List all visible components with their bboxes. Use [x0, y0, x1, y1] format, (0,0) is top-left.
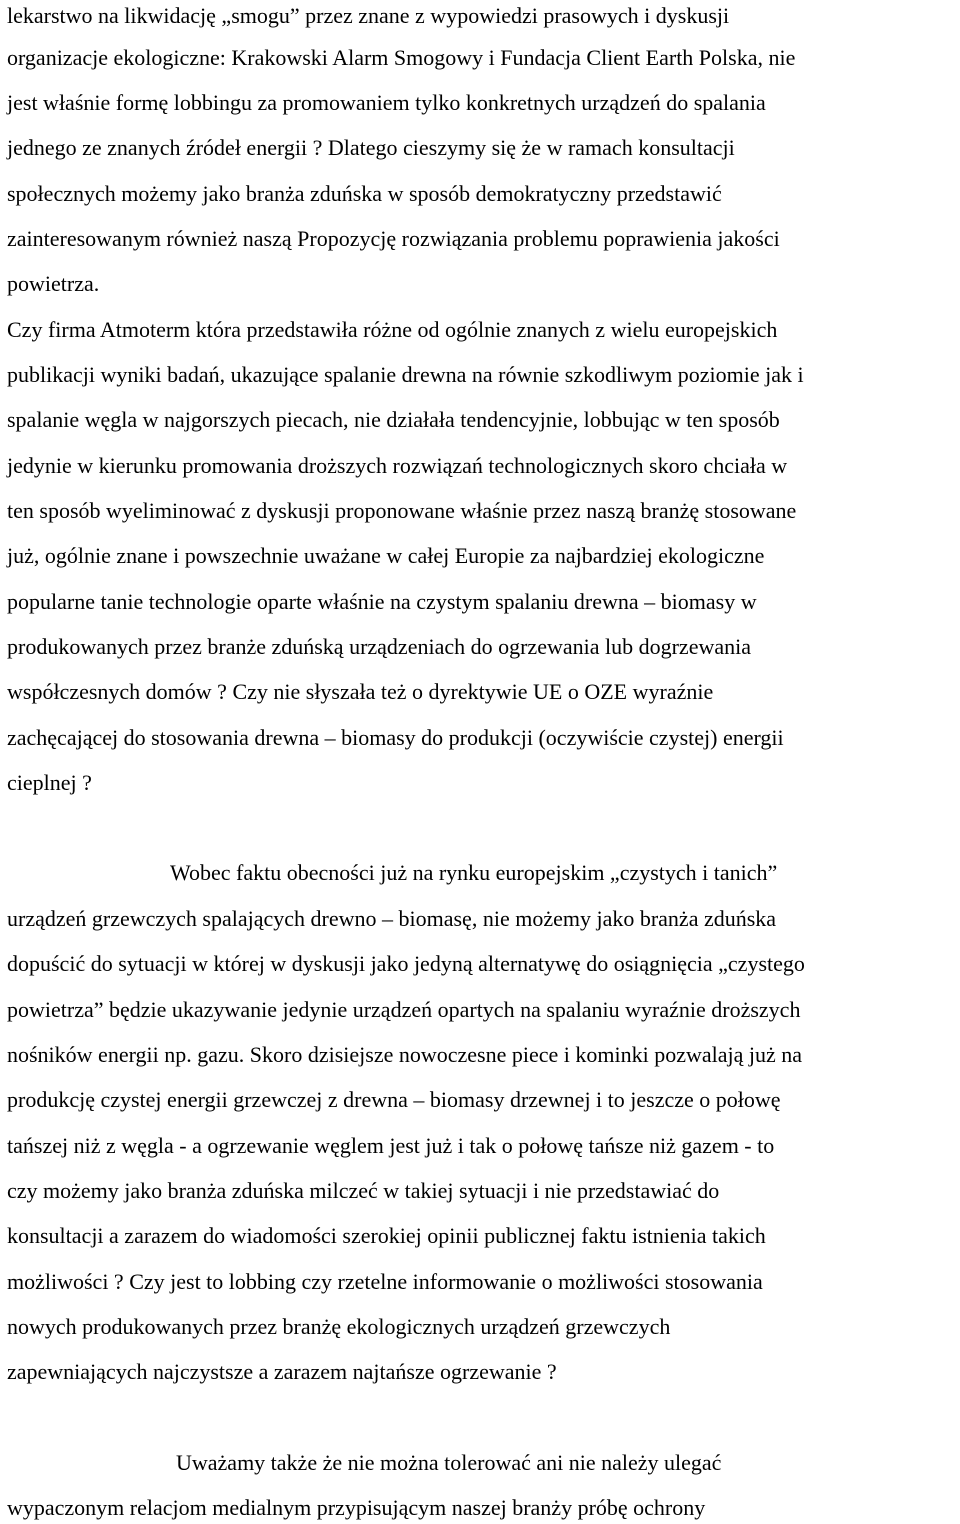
text-line: organizacje ekologiczne: Krakowski Alarm Smogowy i Fundacja Client Earth Polska, nie: [7, 45, 796, 70]
text-line: powietrza” będzie ukazywanie jedynie urządzeń opartych na spalaniu wyraźnie droższych: [7, 997, 801, 1022]
text-line: zainteresowanym również naszą Propozycję rozwiązania problemu poprawienia jakości: [7, 226, 780, 251]
text-line: lekarstwo na likwidację „smogu” przez znane z wypowiedzi prasowych i dyskusji: [7, 3, 730, 28]
text-line: produkcję czystej energii grzewczej z drewna – biomasy drzewnej i to jeszcze o połowę: [7, 1087, 781, 1112]
text-line: spalanie węgla w najgorszych piecach, nie działała tendencyjnie, lobbując w ten sposób: [7, 407, 780, 432]
text-line: urządzeń grzewczych spalających drewno – biomasę, nie możemy jako branża zduńska: [7, 906, 777, 931]
text-line: publikacji wyniki badań, ukazujące spalanie drewna na równie szkodliwym poziomie jak i: [7, 362, 804, 387]
text-line: nośników energii np. gazu. Skoro dzisiejsze nowoczesne piece i kominki pozwalają już na: [7, 1042, 803, 1067]
text-line: jedynie w kierunku promowania droższych rozwiązań technologicznych skoro chciała w: [7, 453, 788, 478]
text-line: już, ogólnie znane i powszechnie uważane w całej Europie za najbardziej ekologiczne: [7, 543, 765, 568]
text-line: produkowanych przez branże zduńską urządzeniach do ogrzewania lub dogrzewania: [7, 634, 751, 659]
text-line: zapewniających najczystsze a zarazem najtańsze ogrzewanie ?: [7, 1359, 557, 1384]
text-line: popularne tanie technologie oparte właśnie na czystym spalaniu drewna – biomasy w: [7, 589, 757, 614]
text-line: współczesnych domów ? Czy nie słyszała też o dyrektywie UE o OZE wyraźnie: [7, 679, 714, 704]
text-line: czy możemy jako branża zduńska milczeć w takiej sytuacji i nie przedstawiać do: [7, 1178, 720, 1203]
text-line: konsultacji a zarazem do wiadomości szerokiej opinii publicznej faktu istnienia takich: [7, 1223, 766, 1248]
text-line: ten sposób wyeliminować z dyskusji proponowane właśnie przez naszą branżę stosowane: [7, 498, 797, 523]
text-line: społecznych możemy jako branża zduńska w sposób demokratyczny przedstawić: [7, 181, 722, 206]
text-line: zachęcającej do stosowania drewna – biomasy do produkcji (oczywiście czystej) energii: [7, 725, 784, 750]
text-line: tańszej niż z węgla - a ogrzewanie węglem jest już i tak o połowę tańsze niż gazem - to: [7, 1133, 775, 1158]
text-line: jednego ze znanych źródeł energii ? Dlatego cieszymy się że w ramach konsultacji: [7, 135, 735, 160]
text-line: Wobec faktu obecności już na rynku europejskim „czystych i tanich”: [170, 860, 778, 885]
text-line: dopuścić do sytuacji w której w dyskusji jako jedyną alternatywę do osiągnięcia „czystego: [7, 951, 805, 976]
text-line: nowych produkowanych przez branżę ekologicznych urządzeń grzewczych: [7, 1314, 671, 1339]
text-line: powietrza.: [7, 271, 100, 296]
text-line: jest właśnie formę lobbingu za promowaniem tylko konkretnych urządzeń do spalania: [7, 90, 766, 115]
text-line: wypaczonym relacjom medialnym przypisującym naszej branży próbę ochrony: [7, 1495, 706, 1520]
text-line: cieplnej ?: [7, 770, 92, 795]
text-line: Uważamy także że nie można tolerować ani nie należy ulegać: [176, 1450, 722, 1475]
text-line: możliwości ? Czy jest to lobbing czy rzetelne informowanie o możliwości stosowania: [7, 1269, 763, 1294]
text-line: Czy firma Atmoterm która przedstawiła różne od ogólnie znanych z wielu europejskich: [7, 317, 778, 342]
